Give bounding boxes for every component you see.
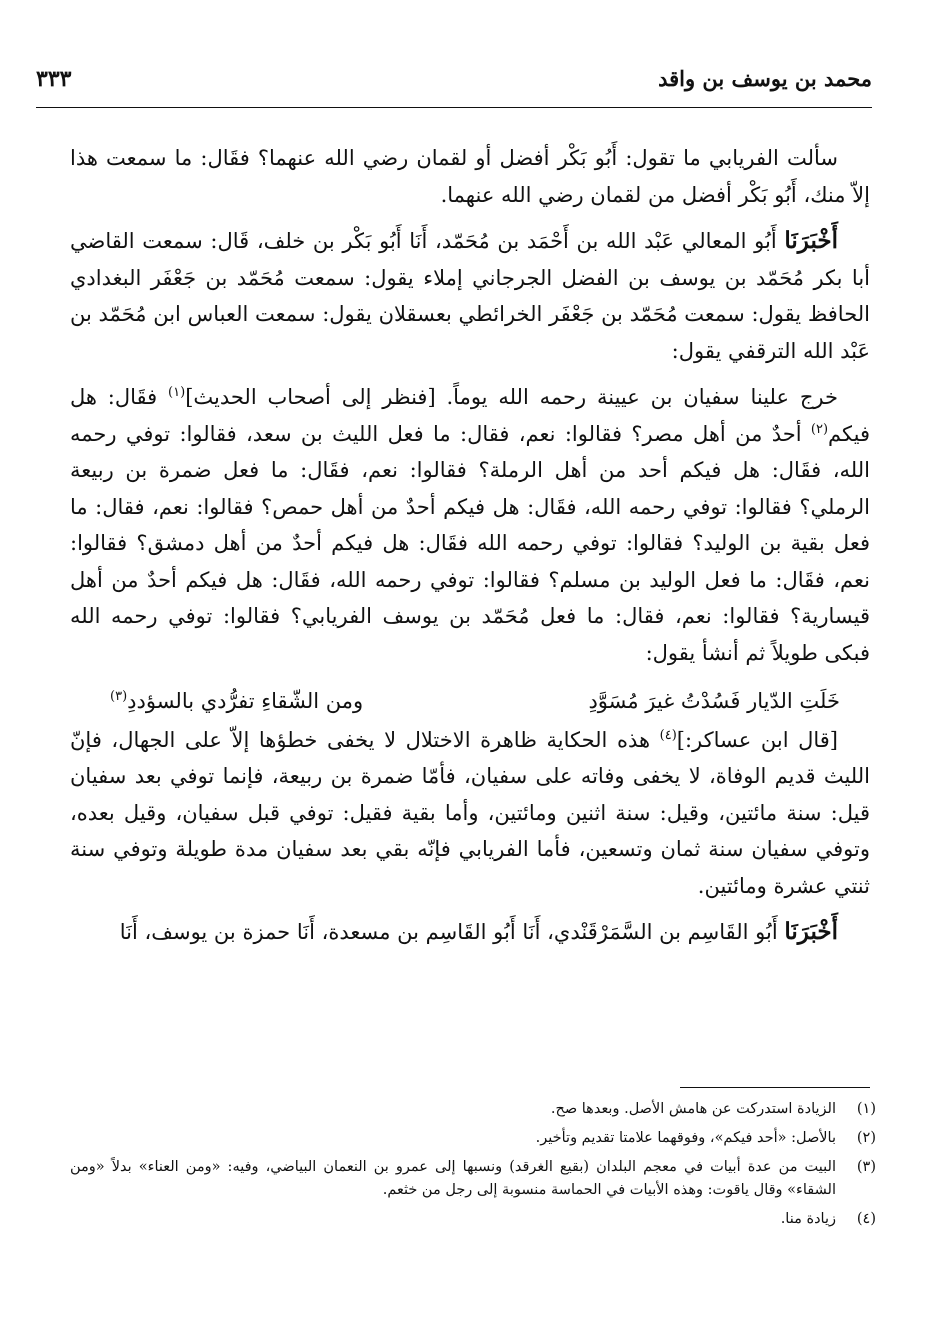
paragraph-2 [70,223,870,369]
paragraph-5 [70,914,870,951]
footnote-number: (٤) [856,1211,876,1227]
footnote-number: (٢) [856,1130,876,1146]
verse-hemistich-1: خَلَتِ الدّيار فَسُدْتُ غيرَ مُسَوَّدِ [588,689,840,713]
footnote-number: (٣) [856,1159,876,1175]
footnote-3 [70,1156,876,1202]
verse-hemistich-2-wrap [110,683,363,720]
paragraph-4 [70,722,870,905]
footnote-4 [70,1208,876,1231]
akhbarana-keyword: أَخْبَرَنَا [784,227,838,254]
footnote-text: الزيادة استدركت عن هامش الأصل. وبعدها صح. [550,1101,836,1117]
akhbarana-keyword-2: أَخْبَرَنَا [784,918,838,945]
header-rule [36,107,872,108]
footnote-text: بالأصل: «أحد فيكم»، وفوقهما علامتا تقديم وتأخير. [535,1130,836,1146]
verse-hemistich-2: ومن الشّقاءِ تفرُّدي بالسؤددِ [127,689,364,713]
footnotes [70,1098,876,1237]
footnote-ref-3: (٣) [110,689,128,704]
running-title: محمد بن يوسف بن واقد [658,66,872,91]
paragraph-4-text-a: [قال ابن عساكر:] [676,727,839,752]
paragraph-3-text-b: فقَال: هل فيكم [70,385,870,446]
page-header [36,58,872,104]
footnote-2 [70,1127,876,1150]
paragraph-4-text-b: هذه الحكاية ظاهرة الاختلال لا يخفى خطؤها إلاّ على الجهال، فإنّ الليث قديم الوفاة، لا يخفى وفاته على سفيان، فأمّا ضمرة بن ربيعة، فإنما توفي بعد سفيان قيل: سنة مائتين، وقيل: سنة اثنين ومائتين، وأما بقية فقيل: توفي قبل سفيان، وقيل بعده، وتوفي سفيان سنة ثمان وتسعين، فأما الفريابي فإنّه بقي بعد سفيان مدة طويلة وتوفي سنة ثنتي عشرة ومائتين. [70,727,870,898]
paragraph-5-text: أَبُو القَاسِم بن السَّمَرْقَنْدي، أَنَا أَبُو القَاسِم بن مسعدة، أَنَا حمزة بن يوسف، أَنَا [119,920,785,944]
footnote-text: البيت من عدة أبيات في معجم البلدان (بقيع الغرقد) ونسبها إلى عمرو بن النعمان البياضي، وفيه: «ومن العناء» بدلاً «ومن الشقاء» وقال ياقوت: وهذه الأبيات في الحماسة منسوبة إلى رجل من خثعم. [70,1159,836,1198]
footnote-ref-2: (٢) [810,421,829,437]
footnote-number: (١) [856,1101,876,1117]
paragraph-3-text-c: أحدٌ من أهل مصر؟ فقالوا: نعم، فقال: ما فعل الليث بن سعد، فقالوا: توفي رحمه الله، فقَال: هل فيكم أحد من أهل الرملة؟ فقالوا: نعم، فقَال: ما فعل ضمرة بن ربيعة الرملي؟ فقالوا: توفي رحمه الله، فقَال: هل فيكم أحدٌ من أهل حمص؟ فقالوا: نعم، فقال: ما فعل بقية بن الوليد؟ فقالوا: توفي رحمه الله فقَال: هل فيكم أحدٌ من أهل دمشق؟ فقالوا: نعم، فقَال: ما فعل الوليد بن مسلم؟ فقالوا: توفي رحمه الله، فقَال: هل فيكم أحدٌ من أهل قيسارية؟ فقالوا: نعم، فقال: ما فعل مُحَمّد بن يوسف الفريابي؟ فقالوا: توفي رحمه الله فبكى طويلاً ثم أنشأ يقول: [70,421,870,665]
footnote-text: زيادة منا. [780,1211,836,1227]
paragraph-2-text: أَبُو المعالي عَبْد الله بن أَحْمَد بن مُحَمّد، أَنَا أَبُو بَكْر بن خلف، قَال: سمعت القاضي أبا بكر مُحَمّد بن يوسف بن الفضل الجرجاني إملاء يقول: سمعت مُحَمّد بن جَعْفَر البغدادي الحافظ يقول: سمعت مُحَمّد بن جَعْفَر الخرائطي بعسقلان يقول: سمعت العباس ابن مُحَمّد بن عَبْد الله الترقفي يقول: [70,229,870,363]
footnote-ref-1: (١) [168,385,186,400]
paragraph-1: سألت الفريابي ما تقول: أَبُو بَكْر أفضل أو لقمان رضي الله عنهما؟ فقَال: ما سمعت هذا إلاّ منك، أَبُو بَكْر أفضل من لقمان رضي الله عنهما. [70,146,870,207]
footnote-ref-4: (٤) [659,727,677,743]
main-text [70,140,870,951]
poem-verse [110,683,840,720]
paragraph-3 [70,379,870,671]
footnote-rule [680,1087,870,1088]
page-number: ٣٣٣ [36,66,72,92]
footnote-1 [70,1098,876,1121]
paragraph-3-text-a: خرج علينا سفيان بن عيينة رحمه الله يوماً. [فنظر إلى أصحاب الحديث] [185,385,838,409]
